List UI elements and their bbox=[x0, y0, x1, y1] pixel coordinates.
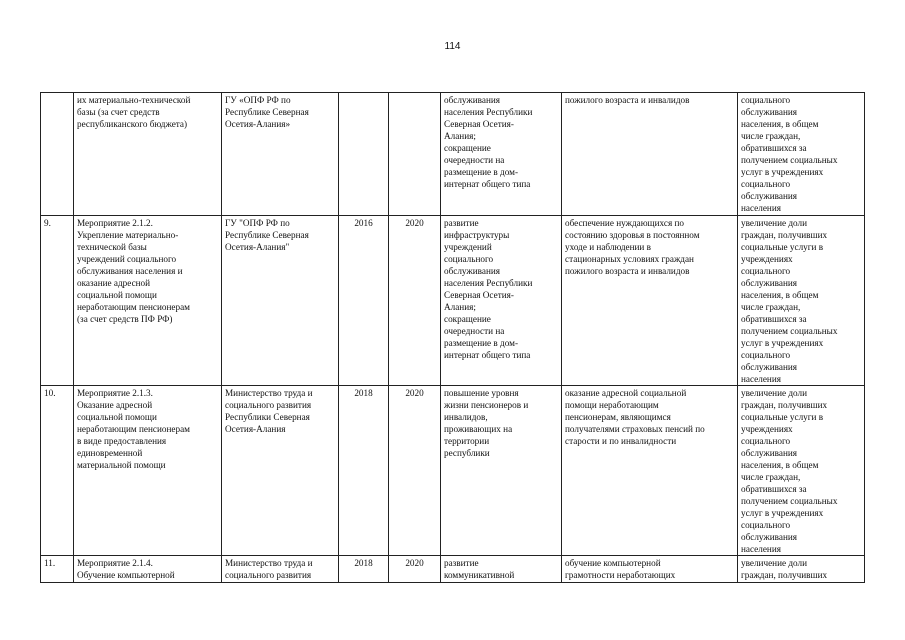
table-row bbox=[41, 93, 865, 216]
row-number-cell bbox=[41, 93, 74, 216]
table-row bbox=[41, 556, 865, 583]
direction-cell: развитие коммуникативной bbox=[441, 556, 562, 583]
direction-cell: обслуживания населения Республики Северная Осетия- Алания; сокращение очередности на размещение в дом- интернат общего типа bbox=[441, 93, 562, 216]
executor-cell: Министерство труда и социального развития bbox=[222, 556, 339, 583]
result-cell: обучение компьютерной грамотности неработающих bbox=[562, 556, 738, 583]
result-cell: пожилого возраста и инвалидов bbox=[562, 93, 738, 216]
end-year-cell: 2020 bbox=[389, 216, 441, 386]
direction-cell: повышение уровня жизни пенсионеров и инвалидов, проживающих на территории республики bbox=[441, 386, 562, 556]
indicator-cell: увеличение доли граждан, получивших bbox=[738, 556, 865, 583]
start-year-cell: 2016 bbox=[339, 216, 389, 386]
executor-cell: ГУ "ОПФ РФ по Республике Северная Осетия-Алания" bbox=[222, 216, 339, 386]
page-number: 114 bbox=[444, 41, 461, 52]
row-number-cell: 10. bbox=[41, 386, 74, 556]
executor-cell: ГУ «ОПФ РФ по Республике Северная Осетия-Алания» bbox=[222, 93, 339, 216]
measure-cell: Мероприятие 2.1.4. Обучение компьютерной bbox=[74, 556, 222, 583]
result-cell: оказание адресной социальной помощи неработающим пенсионерам, являющимся получателями страховых пенсий по старости и по инвалидности bbox=[562, 386, 738, 556]
start-year-cell: 2018 bbox=[339, 556, 389, 583]
end-year-cell bbox=[389, 93, 441, 216]
row-number-cell: 11. bbox=[41, 556, 74, 583]
indicator-cell: увеличение доли граждан, получивших социальные услуги в учреждениях социального обслуживания населения, в общем числе граждан, обратившихся за получением социальных услуг в учреждениях социального обслуживания населения bbox=[738, 216, 865, 386]
indicator-cell: увеличение доли граждан, получивших социальные услуги в учреждениях социального обслуживания населения, в общем числе граждан, обратившихся за получением социальных услуг в учреждениях социального обслуживания населения bbox=[738, 386, 865, 556]
indicator-cell: социального обслуживания населения, в общем числе граждан, обратившихся за получением социальных услуг в учреждениях социального обслуживания населения bbox=[738, 93, 865, 216]
end-year-cell: 2020 bbox=[389, 386, 441, 556]
program-measures-table bbox=[40, 92, 865, 583]
start-year-cell bbox=[339, 93, 389, 216]
table-row bbox=[41, 216, 865, 386]
direction-cell: развитие инфраструктуры учреждений социального обслуживания населения Республики Северная Осетия- Алания; сокращение очередности на размещение в дом- интернат общего типа bbox=[441, 216, 562, 386]
result-cell: обеспечение нуждающихся по состоянию здоровья в постоянном уходе и наблюдении в стационарных условиях граждан пожилого возраста и инвалидов bbox=[562, 216, 738, 386]
executor-cell: Министерство труда и социального развития Республики Северная Осетия-Алания bbox=[222, 386, 339, 556]
start-year-cell: 2018 bbox=[339, 386, 389, 556]
table-row bbox=[41, 386, 865, 556]
measure-cell: их материально-технической базы (за счет средств республиканского бюджета) bbox=[74, 93, 222, 216]
measure-cell: Мероприятие 2.1.2. Укрепление материально- технической базы учреждений социального обслуживания населения и оказание адресной социальной помощи неработающим пенсионерам (за счет средств ПФ РФ) bbox=[74, 216, 222, 386]
end-year-cell: 2020 bbox=[389, 556, 441, 583]
measure-cell: Мероприятие 2.1.3. Оказание адресной социальной помощи неработающим пенсионерам в виде предоставления единовременной материальной помощи bbox=[74, 386, 222, 556]
row-number-cell: 9. bbox=[41, 216, 74, 386]
